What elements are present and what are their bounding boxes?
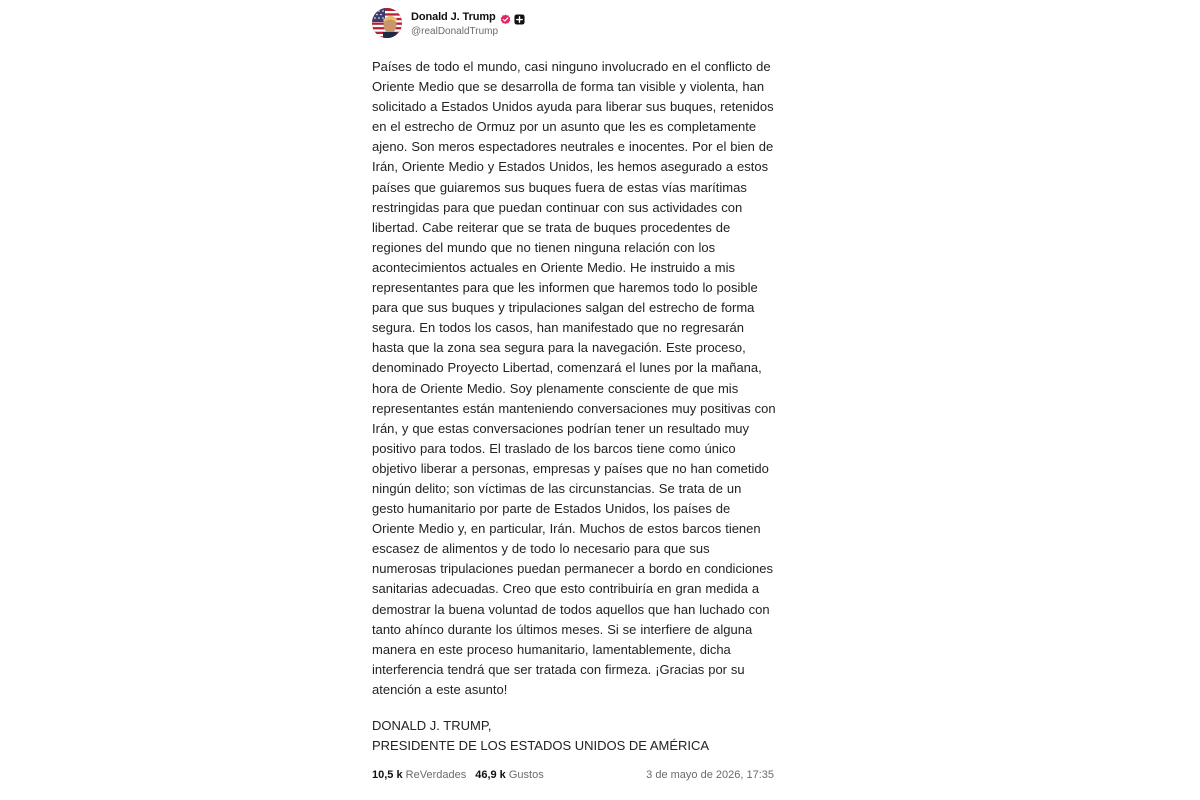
- author-block: [411, 9, 525, 37]
- reposts-count: 10,5 k: [372, 769, 403, 781]
- verified-badge-icon: [500, 12, 511, 23]
- plus-square-icon[interactable]: [514, 12, 525, 23]
- reposts-label: ReVerdades: [405, 769, 467, 781]
- avatar[interactable]: [372, 8, 402, 38]
- signature-title: PRESIDENTE DE LOS ESTADOS UNIDOS DE AMÉRICA: [372, 738, 710, 753]
- author-display-name[interactable]: Donald J. Trump: [411, 11, 496, 23]
- likes-label: Gustos: [508, 769, 544, 781]
- flag-portrait-avatar-icon: [372, 8, 402, 38]
- reposts-stat[interactable]: [372, 769, 466, 781]
- name-row: [411, 9, 525, 25]
- author-handle[interactable]: @realDonaldTrump: [411, 26, 499, 37]
- likes-count: 46,9 k: [475, 769, 506, 781]
- post-signature: [372, 716, 784, 756]
- post-header: [372, 6, 784, 40]
- likes-stat[interactable]: [475, 769, 544, 781]
- post-stats-bar: [372, 769, 774, 781]
- signature-name: DONALD J. TRUMP,: [372, 718, 492, 733]
- post-timestamp[interactable]: 3 de mayo de 2026, 17:35: [646, 769, 774, 781]
- post-body-text: Países de todo el mundo, casi ninguno involucrado en el conflicto de Oriente Medio que se desarrolla de forma tan visible y violenta, han solicitado a Estados Unidos ayuda para liberar sus buques, retenidos en el estrecho de Ormuz por un asunto que les es completamente ajeno. Son meros espectadores neutrales e inocentes. Por el bien de Irán, Oriente Medio y Estados Unidos, les hemos asegurado a estos países que guiaremos sus buques fuera de estas vías marítimas restringidas para que puedan continuar con sus actividades con libertad. Cabe reiterar que se trata de buques procedentes de regiones del mundo que no tienen ninguna relación con los acontecimientos actuales en Oriente Medio. He instruido a mis representantes para que les informen que haremos todo lo posible para que sus buques y tripulaciones salgan del estrecho de forma segura. En todos los casos, han manifestado que no regresarán hasta que la zona sea segura para la navegación. Este proceso, denominado Proyecto Libertad, comenzará el lunes por la mañana, hora de Oriente Medio. Soy plenamente consciente de que mis representantes están manteniendo conversaciones muy positivas con Irán, y que estas conversaciones podrían tener un resultado muy positivo para todos. El traslado de los barcos tiene como único objetivo liberar a personas, empresas y países que no han cometido ningún delito; son víctimas de las circunstancias. Se trata de un gesto humanitario por parte de Estados Unidos, los países de Oriente Medio y, en particular, Irán. Muchos de estos barcos tienen escasez de alimentos y de todo lo necesario para que sus numerosas tripulaciones puedan permanecer a bordo en condiciones sanitarias adecuadas. Creo que esto contribuiría en gran medida a demostrar la buena voluntad de todos aquellos que han luchado con tanto ahínco durante los últimos meses. Si se interfiere de alguna manera en este proceso humanitario, lamentablemente, dicha interferencia tendrá que ser tratada con firmeza. ¡Gracias por su atención a este asunto!: [372, 59, 776, 697]
- post-card: [372, 6, 784, 781]
